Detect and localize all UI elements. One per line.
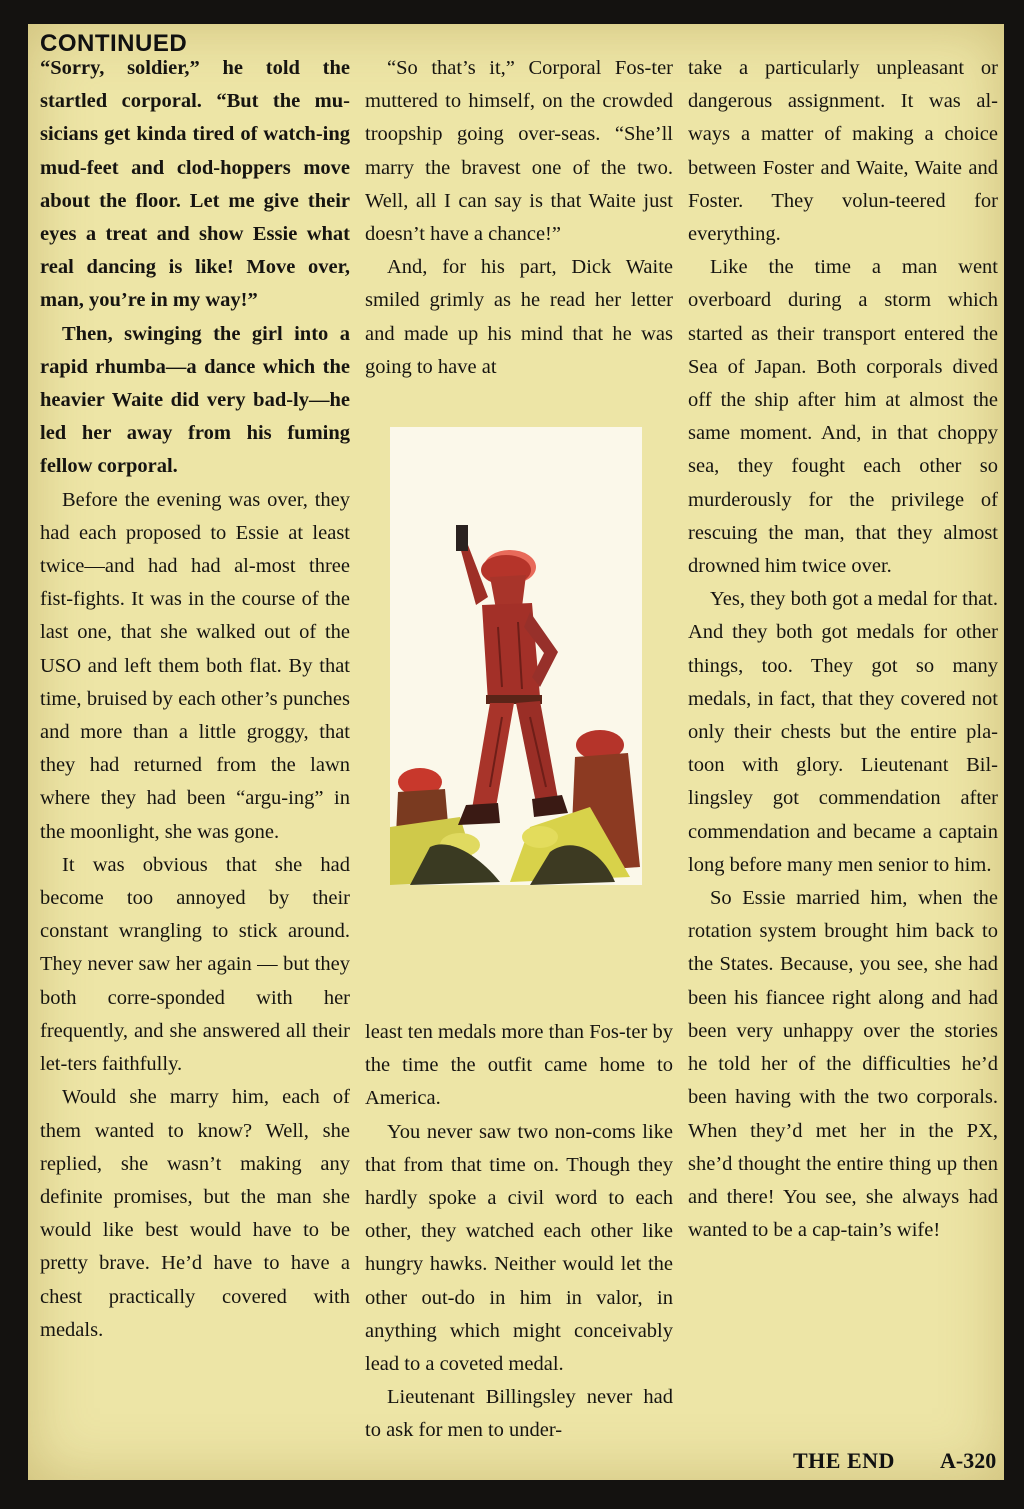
paragraph: And, for his part, Dick Waite smiled grimly as he read her letter and made up his mind that he was going to have at: [365, 256, 673, 378]
paragraph: least ten medals more than Fos-ter by the time the outfit came home to America.: [365, 1021, 673, 1110]
paragraph: Like the time a man went overboard during a storm which started as their transport entered the Sea of Japan. Both corporals dived off the ship after him at almost the same moment. And, in that choppy sea, they fought each other so murderously for the privilege of rescuing the man, that they almost drowned him twice over.: [688, 256, 998, 578]
text-column-2-top: [365, 52, 673, 384]
paragraph: Then, swinging the girl into a rapid rhumba—a dance which the heavier Waite did very bad-ly—he led her away from his fuming fellow corporal.: [40, 322, 350, 478]
paragraph: “So that’s it,” Corporal Fos-ter muttered to himself, on the crowded troopship going over-seas. “She’ll marry the bravest one of the two. Well, all I can say is that Waite just doesn’t have a chance!”: [365, 57, 673, 246]
paragraph: It was obvious that she had become too annoyed by their constant wrangling to stick around. They never saw her again — but they both corre-sponded with her frequently, and she answered all their let-ters faithfully.: [40, 853, 350, 1076]
paragraph: “Sorry, soldier,” he told the startled corporal. “But the mu-sicians get kinda tired of watch-ing mud-feet and clod-hoppers move about the floor. Let me give their eyes a treat and show Essie what real dancing is like! Move over, man, you’re in my way!”: [40, 57, 350, 312]
paragraph: Lieutenant Billingsley never had to ask for men to under-: [365, 1386, 673, 1442]
soldier-with-pistol-illustration: [390, 427, 642, 885]
the-end-label: THE END: [793, 1448, 895, 1473]
page-code: A-320: [940, 1448, 997, 1473]
main-soldier: [456, 525, 568, 825]
paragraph: Yes, they both got a medal for that. And they both got medals for other things, too. They got so many medals, in fact, that they covered not only their chests but the entire pla-toon with glory. Lieutenant Bil-lingsley got commendation after commendation and became a captain long before many men senior to him.: [688, 588, 998, 876]
paragraph: You never saw two non-coms like that from that time on. Though they hardly spoke a civil word to each other, they watched each other like hungry hawks. Neither would let the other out-do in him in valor, in anything which might conceivably lead to a coveted medal.: [365, 1120, 673, 1376]
text-column-2-bottom: [365, 1016, 673, 1448]
paragraph: take a particularly unpleasant or dangerous assignment. It was al-ways a matter of making a choice between Foster and Waite, Waite and Foster. They volun-teered for everything.: [688, 57, 998, 246]
soldier-illustration: [390, 427, 642, 885]
paragraph: So Essie married him, when the rotation system brought him back to the States. Because, you see, she had been his fiancee right along and had been very unhappy over the stories he told her of the difficulties he’d been having with the two corporals. When they’d met her in the PX, she’d thought the entire thing up then and there! You see, she always had wanted to be a cap-tain’s wife!: [688, 887, 998, 1242]
background-soldiers: [390, 730, 640, 885]
paragraph: Before the evening was over, they had each proposed to Essie at least twice—and had had al-most three fist-fights. It was in the course of the last one, that she walked out of the USO and left them both flat. By that time, bruised by each other’s punches and more than a little groggy, that they had returned from the lawn where they had been “argu-ing” in the moonlight, she was gone.: [40, 488, 350, 843]
text-column-3: [688, 52, 998, 1247]
continued-heading: CONTINUED: [40, 30, 188, 57]
text-column-1: [40, 52, 350, 1347]
paragraph: Would she marry him, each of them wanted to know? Well, she replied, she wasn’t making any definite promises, but the man she would like best would have to be pretty brave. He’d have to have a chest practically covered with medals.: [40, 1086, 350, 1341]
